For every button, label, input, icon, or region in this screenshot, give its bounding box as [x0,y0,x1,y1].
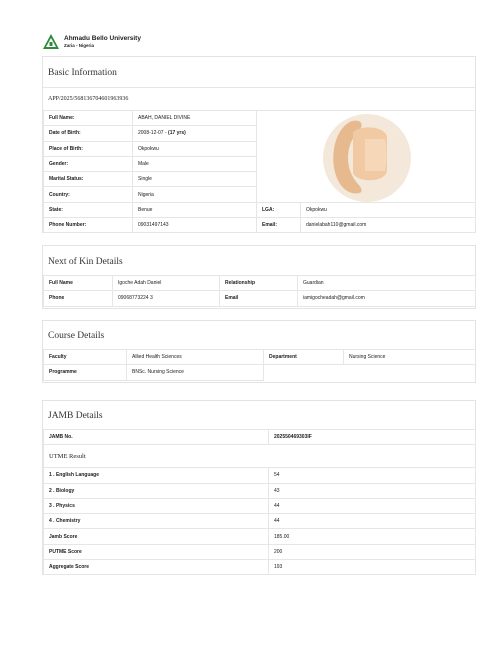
table-row [44,468,476,483]
table-row [44,365,476,380]
programme-value: BNSc. Nursing Science [127,365,264,380]
field-label: Phone Number: [44,218,133,233]
table-row [44,498,476,513]
score-value: 44 [269,514,476,529]
field-label: Relationship [220,276,298,291]
field-label: Country: [44,187,133,202]
kin-table [43,275,476,307]
course-table [43,349,476,381]
field-label: Marital Status: [44,172,133,187]
table-row [44,514,476,529]
jamb-table [43,429,476,575]
field-label: Email [220,291,298,306]
table-row [44,445,476,468]
university-location: Zaria - Nigeria [64,43,95,48]
field-label: LGA: [257,202,301,217]
score-value: 43 [269,483,476,498]
gender-value: Male [133,156,257,171]
course-details-card [42,320,476,383]
place-of-birth-value: Okpokwu [133,141,257,156]
jamb-score-value: 185.00 [269,529,476,544]
country-value: Nigeria [133,187,257,202]
table-row [44,350,476,365]
jamb-number-value: 202550469303IF [269,430,476,445]
field-label: Email: [257,218,301,233]
university-name: Ahmadu Bello University [64,35,141,42]
field-label: Gender: [44,156,133,171]
marital-status-value: Single [133,172,257,187]
field-label: Phone [44,291,113,306]
application-number: APP/2025/568136704601963936 [48,96,129,102]
table-row [44,218,476,233]
putme-score-value: 200 [269,544,476,559]
jamb-details-title: JAMB Details [48,411,103,421]
kin-name-value: Igoche Adah Daniel [113,276,220,291]
dob-text: 2008-12-07 - [138,130,169,137]
lga-value: Okpokwu [301,202,476,217]
table-row [44,291,476,306]
email-value: danielabah110@gmail.com [301,218,476,233]
university-header [42,32,141,52]
table-row [44,544,476,559]
avatar [257,111,476,205]
table-row [44,483,476,498]
subject-label: 1 . English Language [44,468,269,483]
field-label: Full Name: [44,111,133,126]
department-value: Nursing Science [344,350,476,365]
full-name-value: ABAH, DANIEL DIVINE [133,111,257,126]
field-label: JAMB No. [44,430,269,445]
passport-photo-cell [257,111,476,203]
course-details-title: Course Details [48,331,105,341]
phone-value: 09031497143 [133,218,257,233]
kin-email-value: iamigocheadah@gmail.com [298,291,476,306]
table-row [44,276,476,291]
table-row [44,560,476,575]
aggregate-score-label: Aggregate Score [44,560,269,575]
field-label: Full Name [44,276,113,291]
table-row [44,111,476,126]
utme-result-title: UTME Result [44,445,476,468]
basic-information-card [42,56,476,233]
jamb-score-label: Jamb Score [44,529,269,544]
table-row [44,529,476,544]
field-label: Department [264,350,344,365]
kin-phone-value: 09068773224 3 [113,291,220,306]
university-logo-icon [42,33,60,51]
field-label: Place of Birth: [44,141,133,156]
basic-information-title: Basic Information [48,68,117,78]
basic-info-table [43,110,476,233]
next-of-kin-title: Next of Kin Details [48,257,123,267]
field-label: Programme [44,365,127,380]
aggregate-score-value: 193 [269,560,476,575]
date-of-birth-value [133,126,257,141]
state-value: Benue [133,202,257,217]
field-label: State: [44,202,133,217]
subject-label: 3 . Physics [44,498,269,513]
subject-label: 2 . Biology [44,483,269,498]
faculty-value: Allied Health Sciences [127,350,264,365]
score-value: 54 [269,468,476,483]
table-row [44,430,476,445]
age-text: (17 yrs) [168,130,186,137]
jamb-details-card [42,400,476,575]
relationship-value: Guardian [298,276,476,291]
next-of-kin-card [42,245,476,309]
score-value: 44 [269,498,476,513]
subject-label: 4 . Chemistry [44,514,269,529]
putme-score-label: PUTME Score [44,544,269,559]
field-label: Date of Birth: [44,126,133,141]
field-label: Faculty [44,350,127,365]
